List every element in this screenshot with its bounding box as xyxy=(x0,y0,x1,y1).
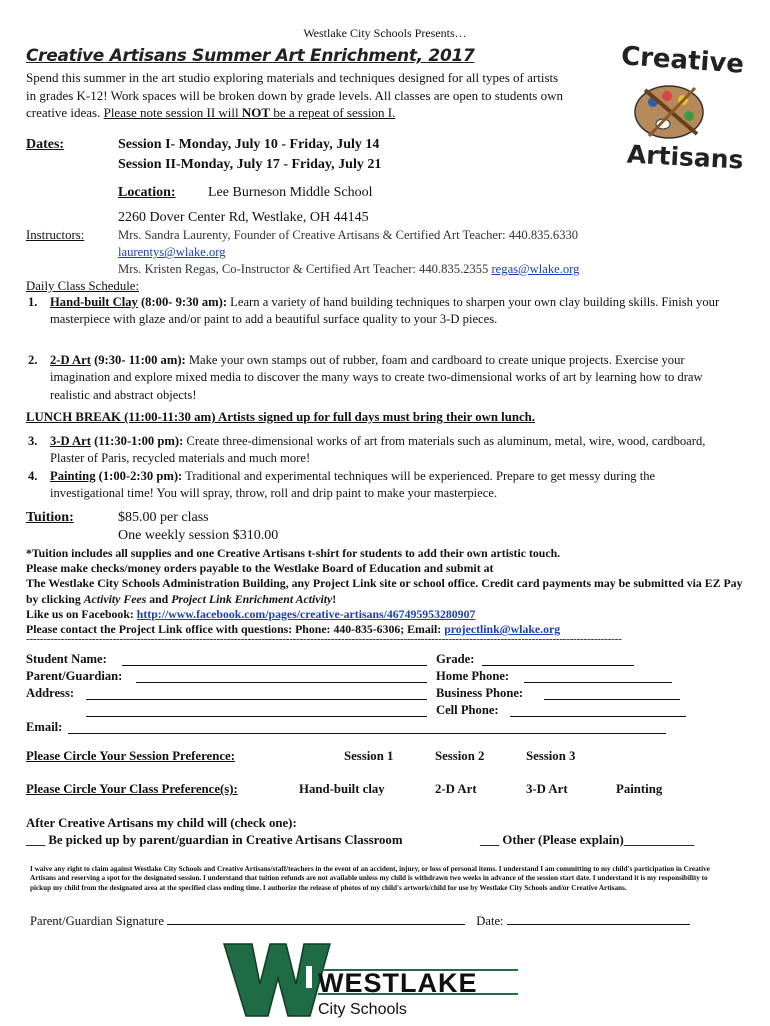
signature-field[interactable] xyxy=(167,913,465,925)
business-phone-label: Business Phone: xyxy=(436,686,524,700)
email-label: Email: xyxy=(26,720,63,734)
class-name: 3-D Art xyxy=(50,434,91,448)
westlake-word: WESTLAKE xyxy=(318,968,478,998)
cell-phone-label: Cell Phone: xyxy=(436,703,499,717)
address-field[interactable] xyxy=(86,688,427,700)
intro-note: Please note session II will NOT be a repeat of session I. xyxy=(103,105,396,121)
home-phone-field[interactable] xyxy=(524,671,672,683)
instructor-2: Mrs. Kristen Regas, Co-Instructor & Certified Art Teacher: 440.835.2355 regas@wlake.org xyxy=(118,262,580,276)
palette-icon xyxy=(605,30,745,175)
grade-field[interactable] xyxy=(482,654,634,666)
facebook-link[interactable]: http://www.facebook.com/pages/creative-artisans/467495953280907 xyxy=(136,606,476,621)
contact-email-link[interactable]: projectlink@wlake.org xyxy=(444,622,561,637)
location-label: Location: xyxy=(118,185,176,200)
schedule-heading: Daily Class Schedule: xyxy=(26,279,140,293)
cut-line-divider: ---------------------------------------------------------------------------------------------------------------------------------------------------------------------------- xyxy=(26,633,622,645)
class-preference-label: Please Circle Your Class Preference(s): xyxy=(26,782,238,796)
class-option-2d-art[interactable]: 2-D Art xyxy=(435,782,477,796)
registration-fields xyxy=(26,651,746,736)
address-label: Address: xyxy=(26,686,75,700)
location-address: 2260 Dover Center Rd, Westlake, OH 44145 xyxy=(118,210,369,225)
lunch-break: LUNCH BREAK (11:00-11:30 am) Artists signed up for full days must bring their own lunch. xyxy=(26,410,535,424)
schedule-item-clay: 1. Hand-built Clay (8:00- 9:30 am): Learn a variety of hand building techniques to sharpen your own clay building skills. Finish your masterpiece with glaze and/or paint to add a beautiful surface quality to your 3-D pieces. xyxy=(28,295,720,327)
signature-line xyxy=(30,913,730,929)
class-name: Hand-built Clay xyxy=(50,295,138,309)
class-name: Painting xyxy=(50,469,96,483)
parent-label: Parent/Guardian: xyxy=(26,669,123,683)
schedule-item-painting: 4. Painting (1:00-2:30 pm): Traditional and experimental techniques will be experienced. Prepare to get messy during the investigational time! You will spray, throw, roll and drip paint to make your masterpiece. xyxy=(28,469,656,501)
city-schools-word: City Schools xyxy=(318,1001,407,1018)
class-option-clay[interactable]: Hand-built clay xyxy=(299,782,385,796)
tuition-weekly: One weekly session $310.00 xyxy=(118,528,279,543)
date-field[interactable] xyxy=(507,913,690,925)
presents-line: Westlake City Schools Presents… xyxy=(303,26,467,40)
class-name: 2-D Art xyxy=(50,353,91,367)
facebook-line: Like us on Facebook: http://www.facebook.com/pages/creative-artisans/467495953280907 xyxy=(26,606,476,621)
class-option-3d-art[interactable]: 3-D Art xyxy=(526,782,568,796)
waiver-text: I waive any right to claim against Westlake City Schools and Creative Artisans/staff/teachers in the event of an accident, injury, or loss of personal items. I understand I am committing to my child's participation in Creative Artisans and reserving a spot for the designated session. I understand that tuition refunds are not available unless my child is withdrawn two weeks in advance of the session start date. I understand it is my responsibility to pickup my child from the designated area at the specified class ending time. I authorize the release of photos of my child's artwork/child for use by Westlake City Schools and/or Creative Artisans. xyxy=(30,865,710,892)
option-pickup[interactable]: ___ Be picked up by parent/guardian in Creative Artisans Classroom xyxy=(26,833,403,847)
tuition-note-supplies: *Tuition includes all supplies and one Creative Artisans t-shirt for students to add their own artistic touch. xyxy=(26,546,561,560)
schedule-item-2d-art: 2. 2-D Art (9:30- 11:00 am): Make your own stamps out of rubber, foam and cardboard to create unique projects. Exercise your imagination and explore mixed media to discover the many ways to create two-dimensional works of art by learning how to draw realistic and abstract objects! xyxy=(28,353,703,402)
cell-phone-field[interactable] xyxy=(510,705,686,717)
home-phone-label: Home Phone: xyxy=(436,669,510,683)
tuition-per-class: $85.00 per class xyxy=(118,510,209,525)
student-name-field[interactable] xyxy=(122,654,427,666)
logo-word-creative: Creative xyxy=(620,41,745,80)
dates-label: Dates: xyxy=(26,137,65,152)
business-phone-field[interactable] xyxy=(544,688,680,700)
address-field-line-2[interactable] xyxy=(86,705,427,717)
signature-label: Parent/Guardian Signature xyxy=(30,914,164,928)
westlake-w-icon xyxy=(222,940,522,1022)
tuition-notes xyxy=(26,546,746,637)
date-label: Date: xyxy=(476,914,504,928)
student-name-label: Student Name: xyxy=(26,652,107,666)
contact-line: Please contact the Project Link office with questions: Phone: 440-835-6306; Email: projectlink@wlake.org xyxy=(26,622,561,637)
tuition-label: Tuition: xyxy=(26,510,74,525)
session-option-1[interactable]: Session 1 xyxy=(344,749,394,763)
logo-word-artisans: Artisans xyxy=(626,139,745,175)
grade-label: Grade: xyxy=(436,652,475,666)
page-title: Creative Artisans Summer Art Enrichment, 2017 xyxy=(26,46,475,66)
class-option-painting[interactable]: Painting xyxy=(616,782,663,796)
session-2-dates: Session II-Monday, July 17 - Friday, July 21 xyxy=(118,157,382,172)
email-field[interactable] xyxy=(68,722,666,734)
tuition-note-payable: Please make checks/money orders payable to the Westlake Board of Education and submit at xyxy=(26,561,494,576)
location-name: Lee Burneson Middle School xyxy=(208,185,373,200)
session-1-dates: Session I- Monday, July 10 - Friday, July 14 xyxy=(118,137,380,152)
westlake-logo xyxy=(222,940,522,1022)
instructors-label: Instructors: xyxy=(26,228,85,242)
session-preference-label: Please Circle Your Session Preference: xyxy=(26,749,235,763)
option-other[interactable]: ___ Other (Please explain)___________ xyxy=(480,833,695,847)
creative-artisans-logo xyxy=(605,30,745,175)
instructor-1: Mrs. Sandra Laurenty, Founder of Creative Artisans & Certified Art Teacher: 440.835.6330 xyxy=(118,228,579,242)
session-option-3[interactable]: Session 3 xyxy=(526,749,576,763)
session-option-2[interactable]: Session 2 xyxy=(435,749,485,763)
instructor-2-email[interactable]: regas@wlake.org xyxy=(491,262,580,276)
instructor-1-email[interactable]: laurentys@wlake.org xyxy=(118,245,226,259)
schedule-item-3d-art: 3. 3-D Art (11:30-1:00 pm): Create three-dimensional works of art from materials such as aluminum, metal, wire, wood, cardboard, Plaster of Paris, recycled materials and much more! xyxy=(28,434,706,466)
after-class-heading: After Creative Artisans my child will (check one): xyxy=(26,816,297,830)
intro-paragraph: Spend this summer in the art studio exploring materials and techniques designed for all types of artists in grades K-12! Work spaces will be broken down by grade levels. All classes are open to students own creative ideas. Please note session II will NOT be a repeat of session I. xyxy=(26,70,564,121)
parent-field[interactable] xyxy=(136,671,427,683)
tuition-note-submit: The Westlake City Schools Administration Building, any Project Link site or school office. Credit card payments may be submitted via EZ Pay by clicking Activity Fees and Project Link Enrichment Activity! xyxy=(26,576,743,606)
